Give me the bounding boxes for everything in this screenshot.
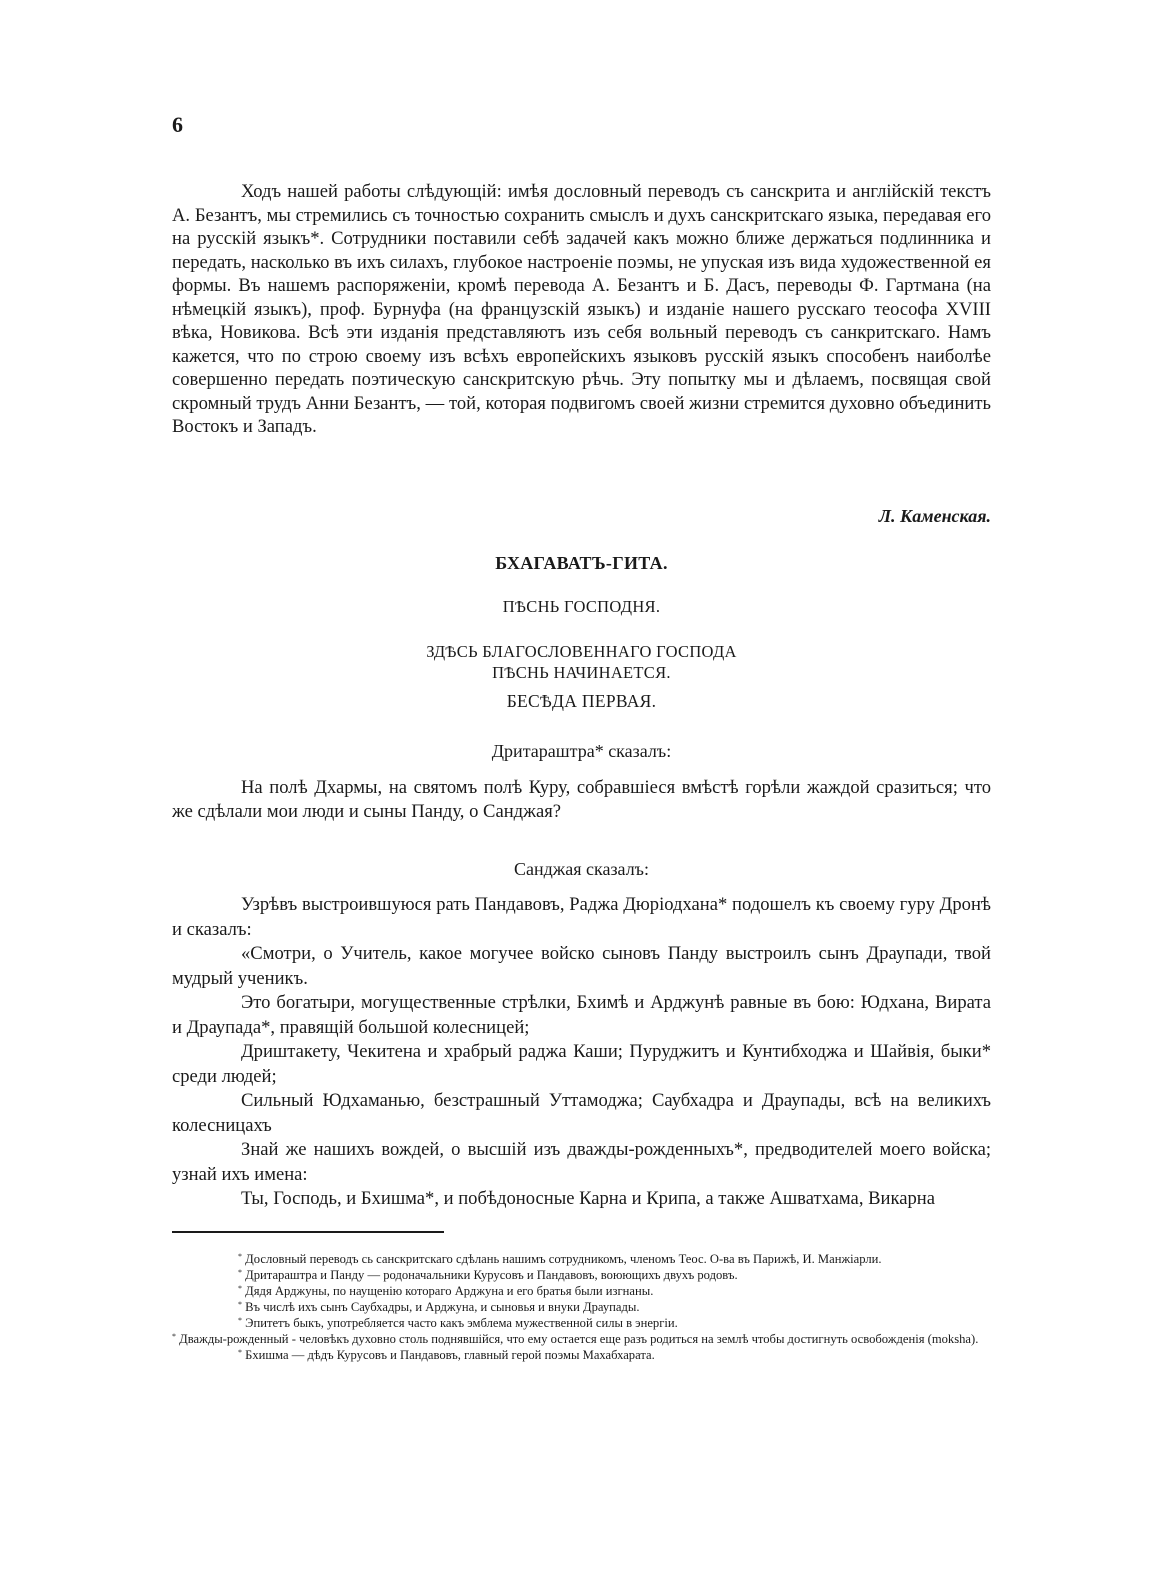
signature: Л. Каменская. (878, 506, 991, 526)
intro-paragraph (172, 180, 991, 439)
document-title: БХАГАВАТЪ-ГИТА. (495, 553, 668, 573)
footnote-2-text: Дритараштра и Панду — родоначальники Курусовъ и Пандавовъ, воюющихъ двухъ родовъ. (245, 1268, 738, 1282)
verse-3: «Смотри, о Учитель, какое могучее войско сыновъ Панду выстроилъ сынъ Драупади, твой мудрый ученикъ. (172, 943, 991, 989)
page-number: 6 (172, 112, 183, 137)
footnote-3-text: Дядя Арджуны, по наущенію котораго Арджуна и его братья были изгнаны. (245, 1284, 654, 1298)
footnote-1 (172, 1251, 991, 1267)
verse-block-2 (172, 893, 991, 1212)
verse-7: Знай же нашихъ вождей, о высшій изъ дважды-рожденныхъ*, предводителей моего войска; узнай ихъ имена: (172, 1139, 991, 1185)
verse-block-1 (172, 776, 991, 823)
intro-text: Ходъ нашей работы слѣдующій: имѣя дословный переводъ съ санскрита и англійскій текстъ А. Безантъ, мы стремились съ точностью сохранить смыслъ и духъ санскритскаго языка, передавая его на русскій языкъ*. Сотрудники поставили себѣ задачей какъ можно ближе держаться подлинника и передать, насколько въ ихъ силахъ, глубокое настроеніе поэмы, не упуская изъ вида художественной ея формы. Въ нашемъ распоряженіи, кромѣ перевода А. Безантъ и Б. Дасъ, переводы Ф. Гартмана (на нѣмецкій языкъ), проф. Бурнуфа (на французскій языкъ) и изданіе нашего русскаго теософа XVIII вѣка, Новикова. Всѣ эти изданія представляютъ изъ себя вольный переводъ съ санкритскаго. Намъ кажется, что по строю своему изъ всѣхъ европейскихъ языковъ русскій языкъ способенъ наиболѣе совершенно передать поэтическую санскритскую рѣчь. Эту попытку мы и дѣлаемъ, посвящая свой скромный трудъ Анни Безантъ, — той, которая подвигомъ своей жизни стремится духовно объединить Востокъ и Западъ. (172, 181, 991, 437)
opening-heading (172, 641, 991, 683)
opening-heading-line-1: ЗДѢСЬ БЛАГОСЛОВЕННАГО ГОСПОДА (426, 642, 737, 661)
verse-4: Это богатыри, могущественные стрѣлки, Бхимѣ и Арджунѣ равные въ бою: Юдхана, Вирата и Драупада*, правящій большой колесницей; (172, 992, 991, 1038)
speaker-sanjaya: Санджая сказалъ: (514, 859, 649, 879)
footnote-mark: * (238, 1300, 242, 1309)
footnote-6 (172, 1331, 991, 1347)
footnote-mark: * (238, 1316, 242, 1325)
footnote-mark: * (238, 1252, 242, 1261)
footnote-divider (172, 1231, 444, 1233)
footnote-mark: * (238, 1268, 242, 1277)
footnote-4 (172, 1299, 991, 1315)
footnote-mark: * (172, 1332, 176, 1341)
document-subtitle: ПѢСНЬ ГОСПОДНЯ. (502, 597, 661, 616)
verse-8: Ты, Господь, и Бхишма*, и побѣдоносные Карна и Крипа, а также Ашватхама, Викарна (241, 1188, 935, 1209)
footnote-4-text: Въ числѣ ихъ сынъ Саубхадры, и Арджуна, и сыновья и внуки Драупады. (245, 1300, 640, 1314)
footnote-mark: * (238, 1284, 242, 1293)
footnote-5-text: Эпитетъ быкъ, употребляется часто какъ эмблема мужественной силы в энергіи. (245, 1316, 678, 1330)
footnote-1-text: Дословный переводъ сь санскритскаго сдѣлань нашимъ сотрудникомъ, членомъ Теос. О-ва въ Парижѣ, И. Манжіарли. (245, 1252, 882, 1266)
footnote-mark: * (238, 1348, 242, 1357)
footnote-6-text: Дважды-рожденный - человѣкъ духовно столь поднявшійся, что ему остается еще разъ родиться на землѣ чтобы достигнуть освобожденія (moksha). (179, 1332, 979, 1346)
verse-1: На полѣ Дхармы, на святомъ полѣ Куру, собравшiеся вмѣстѣ горѣли жаждой сразиться; что же сдѣлали мои люди и сыны Панду, о Санджая? (172, 777, 991, 822)
footnote-3 (172, 1283, 991, 1299)
verse-2: Узрѣвъ выстроившуюся рать Пандавовъ, Раджа Дюріодхана* подошелъ къ своему гуру Дронѣ и сказалъ: (172, 894, 991, 940)
opening-heading-line-2: ПѢСНЬ НАЧИНАЕТСЯ. (492, 663, 671, 682)
verse-5: Дриштакету, Чекитена и храбрый раджа Каши; Пуруджитъ и Кунтибходжа и Шайвія, быки* среди людей; (172, 1041, 991, 1087)
footnote-2 (172, 1267, 991, 1283)
verse-6: Сильный Юдхаманью, безстрашный Уттамоджа; Саубхадра и Драупады, всѣ на великихъ колесницахъ (172, 1090, 991, 1136)
chapter-heading: БЕСѢДА ПЕРВАЯ. (506, 691, 657, 711)
footnote-7-text: Бхишма — дѣдъ Курусовъ и Пандавовъ, главный герой поэмы Махабхарата. (245, 1348, 655, 1362)
footnote-7 (172, 1347, 991, 1363)
footnote-5 (172, 1315, 991, 1331)
speaker-dhritarashtra: Дритараштра* сказалъ: (491, 741, 672, 761)
footnotes (172, 1251, 991, 1363)
